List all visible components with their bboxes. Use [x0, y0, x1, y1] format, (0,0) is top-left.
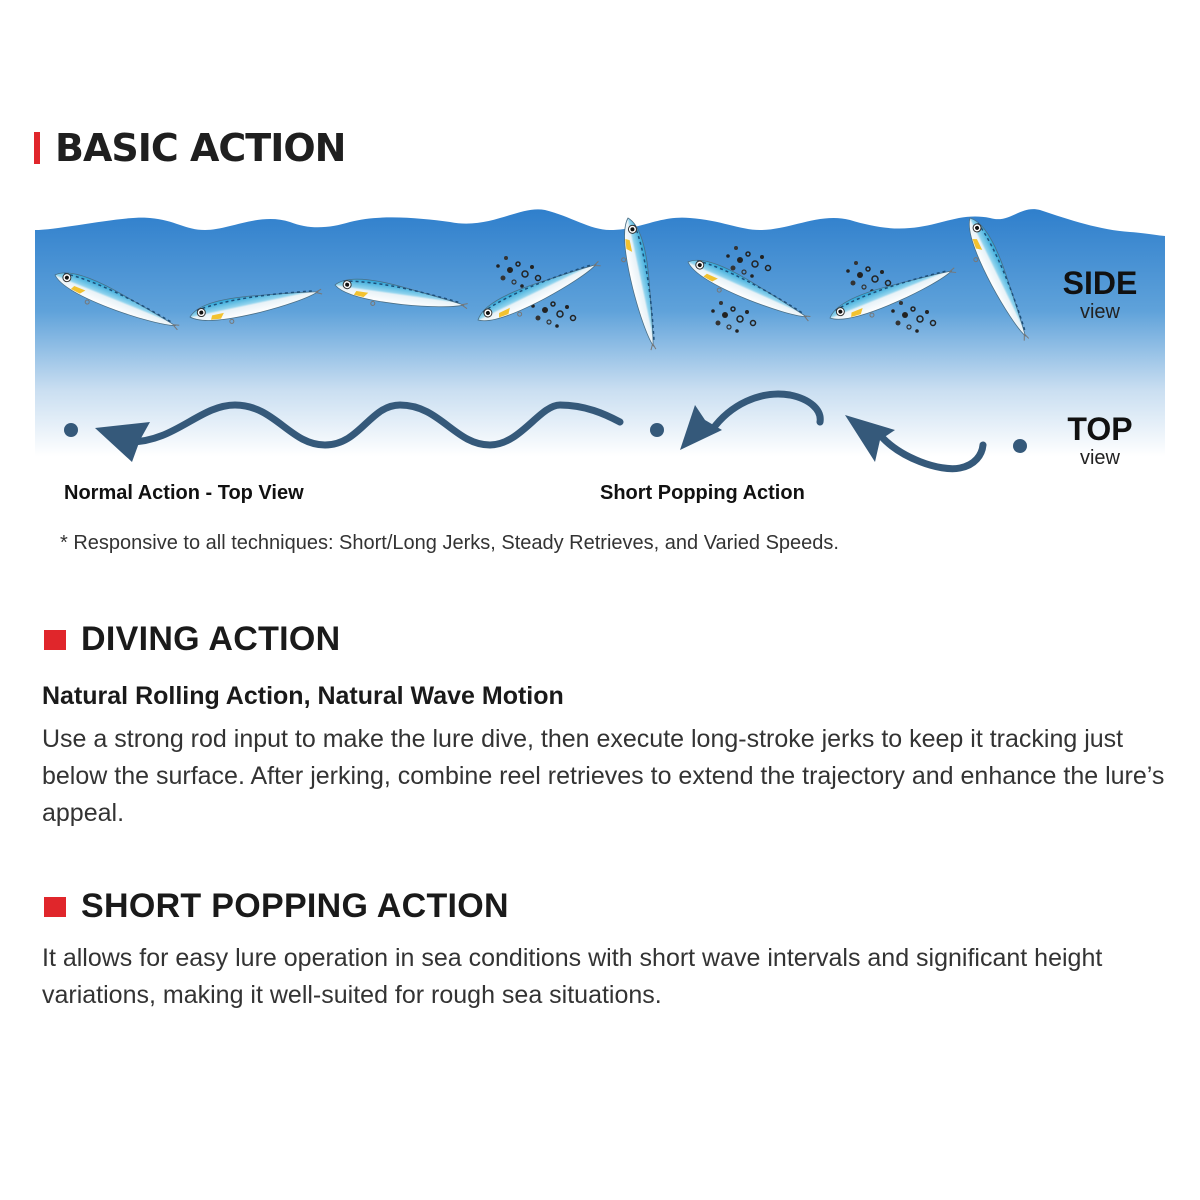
action-diagram-svg	[0, 200, 1200, 520]
diving-action-body: Use a strong rod input to make the lure dive, then execute long-stroke jerks to keep it tracking just below the surface. After jerking, combine reel retrieves to extend the trajectory and enhance the lure’s appeal.	[42, 725, 1165, 827]
start-dot-normal	[64, 423, 78, 437]
diving-action-heading	[44, 620, 341, 659]
accent-bar	[34, 132, 40, 164]
techniques-note: * Responsive to all techniques: Short/Long Jerks, Steady Retrieves, and Varied Speeds.	[60, 532, 839, 554]
diving-action-subtitle: Natural Rolling Action, Natural Wave Motion	[42, 682, 564, 710]
red-square-marker	[44, 897, 66, 917]
side-view-label: SIDE view	[1062, 265, 1138, 323]
start-dot-top-right	[1013, 439, 1027, 453]
diving-action-title: DIVING ACTION	[81, 620, 341, 658]
popping-action-title: SHORT POPPING ACTION	[81, 887, 509, 925]
basic-action-title: BASIC ACTION	[55, 126, 346, 170]
action-diagram	[0, 200, 1200, 520]
start-dot-popping	[650, 423, 664, 437]
normal-action-caption: Normal Action - Top View	[64, 482, 304, 504]
top-view-label: TOP view	[1067, 411, 1133, 469]
popping-action-body: It allows for easy lure operation in sea conditions with short wave intervals and significant height variations, making it well-suited for rough sea situations.	[42, 944, 1103, 1009]
short-popping-caption: Short Popping Action	[600, 482, 805, 504]
red-square-marker	[44, 630, 66, 650]
basic-action-heading	[34, 126, 345, 170]
popping-action-heading	[44, 887, 509, 926]
